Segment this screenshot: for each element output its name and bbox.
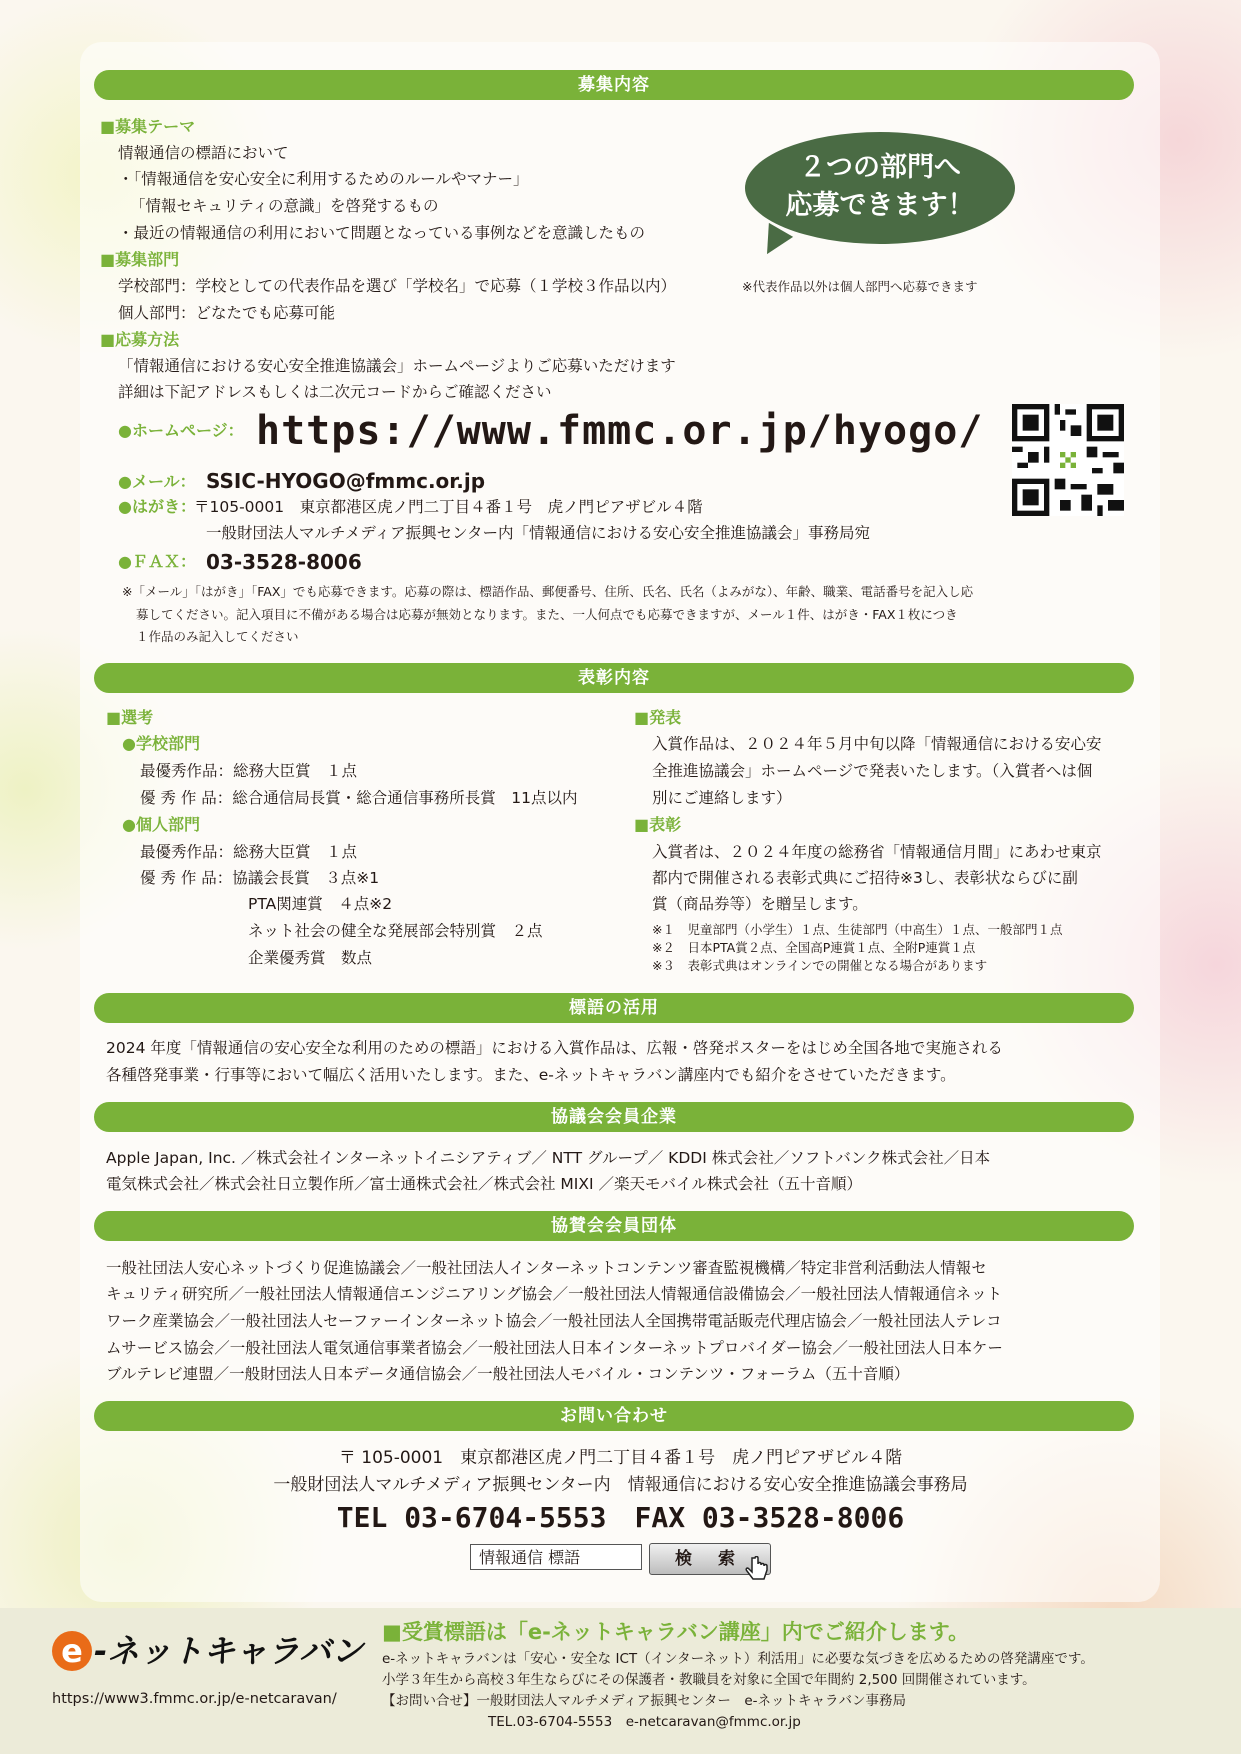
callout-bubble [745, 132, 1015, 244]
ceremony-line: 都内で開催される表彰式典にご招待※3し、表彰状ならびに副 [652, 869, 1078, 887]
section-header-members: 協議会会員企業 [94, 1102, 1134, 1132]
ceremony-heading: ■表彰 [634, 815, 682, 834]
award-row: 優 秀 作 品：協議会長賞 ３点※1 [140, 869, 380, 887]
supporters-line: ムサービス協会／一般社団法人電気通信事業者協会／一般社団法人日本インターネットプロバイダー協会／一般社団法人日本ケー [106, 1339, 1003, 1357]
announce-line: 入賞作品は、２０２４年５月中旬以降「情報通信における安心安 [652, 735, 1102, 753]
enetcaravan-logo[interactable] [52, 1626, 363, 1672]
section-header-award: 表彰内容 [94, 663, 1134, 693]
footer-url[interactable]: https://www3.fmmc.or.jp/e-netcaravan/ [52, 1691, 337, 1707]
theme-line: 「情報セキュリティの意識」を啓発するもの [130, 197, 439, 215]
homepage-link[interactable]: https://www.fmmc.or.jp/hyogo/ [256, 408, 984, 454]
school-award-heading: ●学校部門 [122, 734, 200, 753]
search-input[interactable]: 情報通信 標語 [470, 1544, 642, 1570]
award-row: 最優秀作品：総務大臣賞 １点 [140, 762, 358, 780]
contact-address: 〒 105-0001 東京都港区虎ノ門二丁目４番１号 虎ノ門ピアザビル４階 [338, 1448, 903, 1468]
contact-tel-fax: TEL 03-6704-5553 FAX 03-3528-8006 [336, 1501, 905, 1534]
usage-line: 2024 年度「情報通信の安心安全な利用のための標語」における入賞作品は、広報・啓発ポスターをはじめ全国各地で実施される [106, 1039, 1003, 1057]
theme-line: ・最近の情報通信の利用において問題となっている事例などを意識したもの [118, 224, 646, 242]
individual-category: 個人部門：どなたでも応募可能 [118, 304, 336, 322]
section-header-usage: 標語の活用 [94, 993, 1134, 1023]
members-line: Apple Japan, Inc. ／株式会社インターネットイニシアティブ／ NTT グループ／ KDDI 株式会社／ソフトバンク株式会社／日本 [106, 1149, 991, 1167]
school-category: 学校部門：学校としての代表作品を選び「学校名」で応募（１学校３作品以内） [118, 277, 677, 295]
award-row: PTA関連賞 ４点※2 [248, 895, 393, 913]
mail-address[interactable]: SSIC-HYOGO@fmmc.or.jp [206, 469, 486, 493]
search-button[interactable]: 検 索 [649, 1543, 771, 1575]
postcard-address: 〒105-0001 東京都港区虎ノ門二丁目４番１号 虎ノ門ピアザビル４階 [194, 498, 703, 516]
cursor-hand-icon [744, 1556, 770, 1584]
logo-e: e [52, 1631, 92, 1671]
fax-label: ●ＦＡＸ： [118, 552, 196, 571]
announce-line: 別にご連絡します） [652, 789, 792, 807]
footer-headline: ■受賞標語は「e-ネットキャラバン講座」内でご紹介します。 [382, 1620, 970, 1644]
footnote: ※３ 表彰式典はオンラインでの開催となる場合があります [652, 958, 988, 973]
method-line: 詳細は下記アドレスもしくは二次元コードからご確認ください [118, 383, 552, 401]
contact-org: 一般財団法人マルチメディア振興センター内 情報通信における安心安全推進協議会事務局 [273, 1475, 968, 1495]
homepage-label: ●ホームページ： [118, 421, 244, 440]
selection-heading: ■選考 [106, 708, 154, 727]
announce-heading: ■発表 [634, 708, 682, 727]
members-line: 電気株式会社／株式会社日立製作所／富士通株式会社／株式会社 MIXI ／楽天モバイル株式会社（五十音順） [106, 1175, 862, 1193]
logo-text: -ネットキャラバン [94, 1632, 364, 1670]
qr-code-icon [1012, 404, 1124, 516]
method-heading: ■応募方法 [100, 330, 180, 349]
postcard-label: ●はがき： [118, 497, 196, 516]
mail-label: ●メール： [118, 472, 196, 491]
fax-number: 03-3528-8006 [206, 550, 362, 574]
supporters-line: ワーク産業協会／一般社団法人セーファーインターネット協会／一般社団法人全国携帯電話販売代理店協会／一般社団法人テレコ [106, 1312, 1002, 1330]
ceremony-line: 賞（商品券等）を贈呈します。 [652, 895, 868, 913]
footer-line: TEL.03-6704-5553 e-netcaravan@fmmc.or.jp [488, 1714, 801, 1730]
award-row: 最優秀作品：総務大臣賞 １点 [140, 843, 358, 861]
ceremony-line: 入賞者は、２０２４年度の総務省「情報通信月間」にあわせ東京 [652, 843, 1102, 861]
award-row: 優 秀 作 品：総合通信局長賞・総合通信事務所長賞 11点以内 [140, 789, 578, 807]
footer-line: 【お問い合せ】一般財団法人マルチメディア振興センター e-ネットキャラバン事務局 [382, 1693, 907, 1709]
footnote: ※１ 児童部門（小学生）１点、生徒部門（中高生）１点、一般部門１点 [652, 922, 1063, 937]
supporters-line: ブルテレビ連盟／一般財団法人日本データ通信協会／一般社団法人モバイル・コンテンツ・フォーラム（五十音順） [106, 1365, 910, 1383]
school-note: ※代表作品以外は個人部門へ応募できます [742, 279, 978, 294]
theme-line: 情報通信の標語において [118, 144, 289, 162]
footer-line: 小学３年生から高校３年生ならびにその保護者・教職員を対象に全国で年間約 2,500 回開催されています。 [382, 1672, 1036, 1688]
method-line: 「情報通信における安心安全推進協議会」ホームページよりご応募いただけます [118, 357, 676, 375]
section-header-supporters: 協賛会会員団体 [94, 1211, 1134, 1241]
footer-line: e-ネットキャラバンは「安心・安全な ICT（インターネット）利活用」に必要な気づきを広めるための啓発講座です。 [382, 1651, 1094, 1667]
bubble-line: ２つの部門へ [799, 152, 961, 183]
note-line: 募してください。記入項目に不備がある場合は応募が無効となります。また、一人何点でも応募できますが、メール１件、はがき・FAX１枚につき [136, 607, 958, 622]
category-heading: ■募集部門 [100, 250, 180, 269]
section-header-contact: お問い合わせ [94, 1401, 1134, 1431]
footnote: ※２ 日本PTA賞２点、全国高P連賞１点、全附P連賞１点 [652, 940, 976, 955]
bubble-line: 応募できます！ [785, 190, 975, 221]
usage-line: 各種啓発事業・行事等において幅広く活用いたします。また、e-ネットキャラバン講座内でも紹介をさせていただきます。 [106, 1066, 956, 1084]
postcard-recipient: 一般財団法人マルチメディア振興センター内「情報通信における安心安全推進協議会」事務局宛 [206, 524, 871, 542]
award-row: 企業優秀賞 数点 [248, 949, 373, 967]
announce-line: 全推進協議会」ホームページで発表いたします。（入賞者へは個 [652, 762, 1093, 780]
supporters-line: 一般社団法人安心ネットづくり促進協議会／一般社団法人インターネットコンテンツ審査監視機構／特定非営利活動法人情報セ [106, 1259, 987, 1277]
theme-line: ・「情報通信を安心安全に利用するためのルールやマナー」 [118, 170, 529, 188]
supporters-line: キュリティ研究所／一般社団法人情報通信エンジニアリング協会／一般社団法人情報通信設備協会／一般社団法人情報通信ネット [106, 1285, 1003, 1303]
award-row: ネット社会の健全な発展部会特別賞 ２点 [248, 922, 543, 940]
theme-heading: ■募集テーマ [100, 117, 196, 136]
note-line: ※「メール」「はがき」「FAX」でも応募できます。応募の際は、標語作品、郵便番号、住所、氏名、氏名（よみがな）、年齢、職業、電話番号を記入し応 [122, 584, 974, 599]
qr-code[interactable] [1012, 404, 1124, 516]
individual-award-heading: ●個人部門 [122, 815, 200, 834]
note-line: １作品のみ記入してください [136, 629, 299, 644]
section-header-recruit: 募集内容 [94, 70, 1134, 100]
